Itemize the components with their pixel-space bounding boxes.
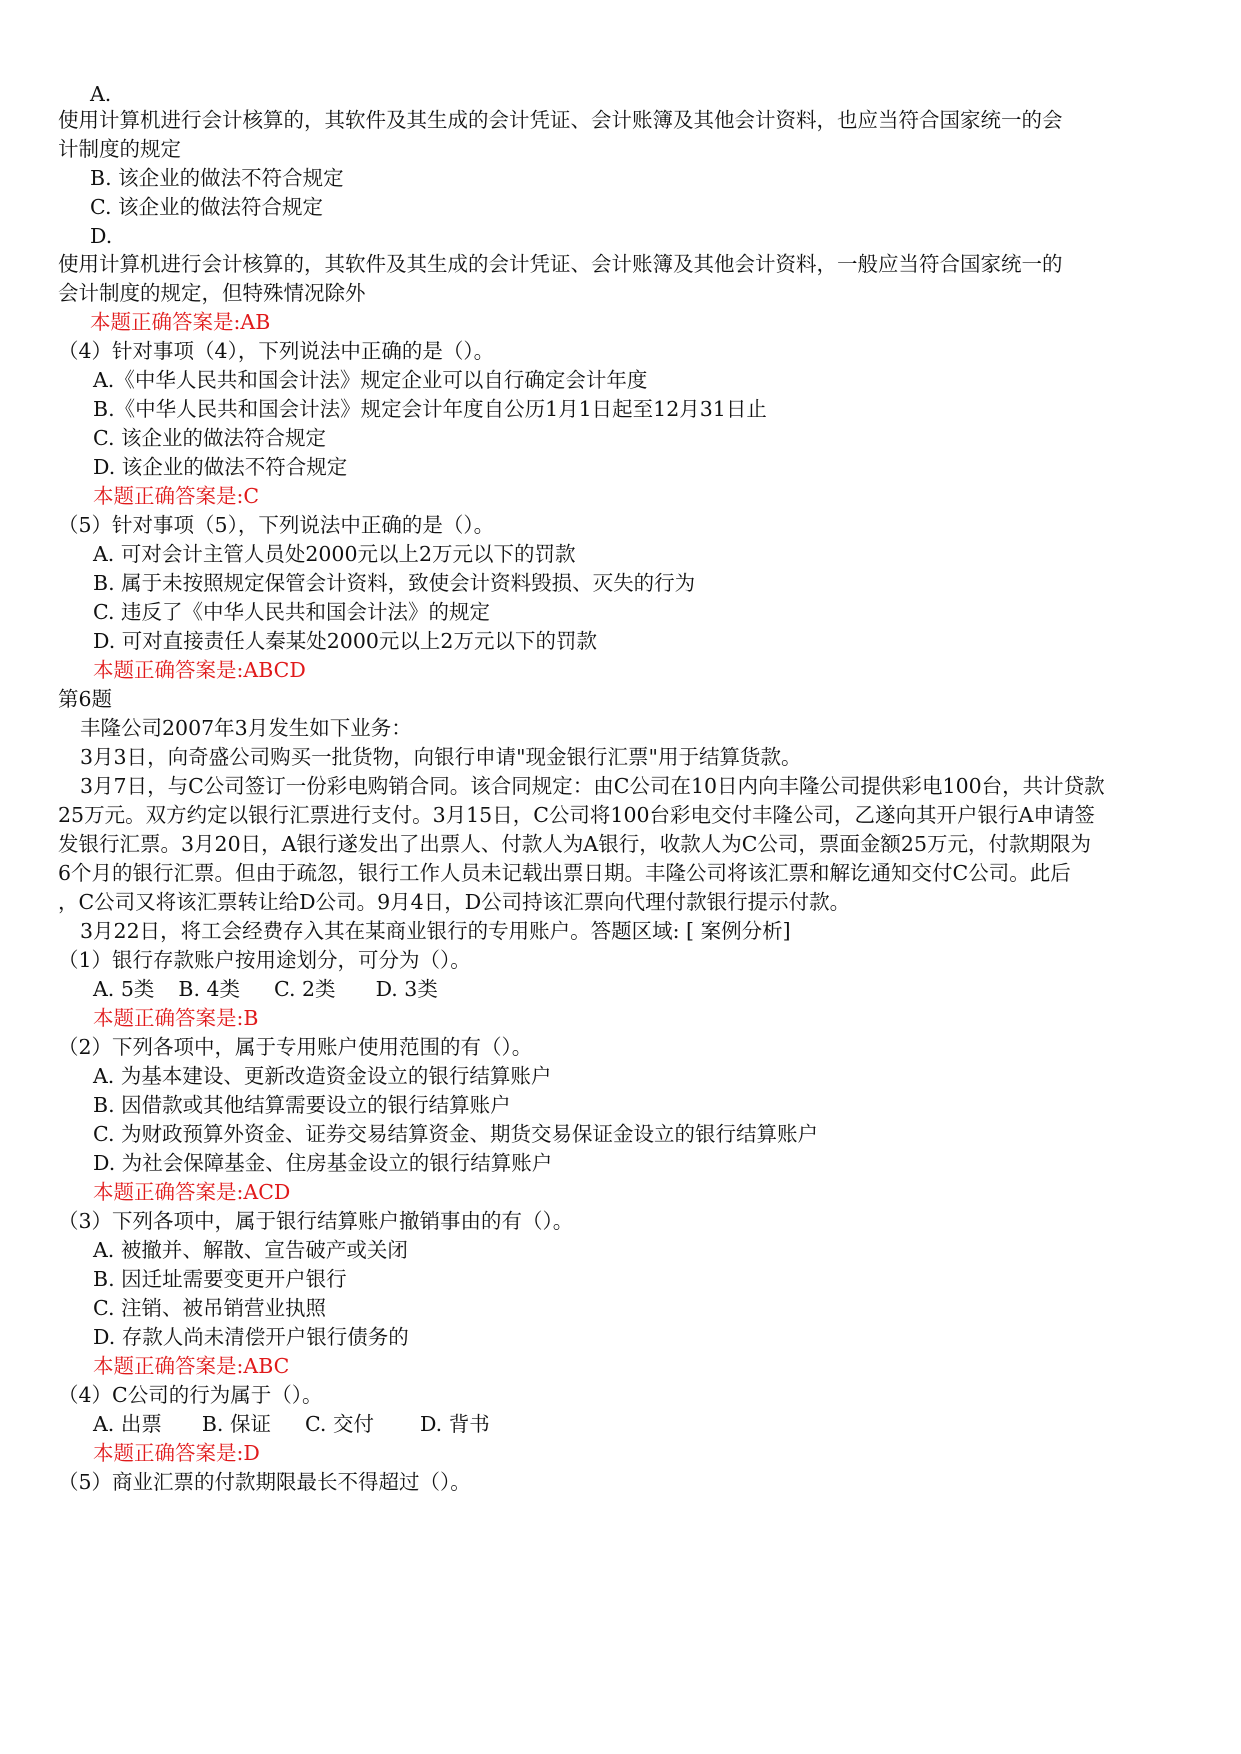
sub-question-5: （5）商业汇票的付款期限最长不得超过（）。 bbox=[58, 1470, 471, 1494]
option-b: B. 该企业的做法不符合规定 bbox=[90, 166, 344, 190]
option-a-label: A. bbox=[90, 82, 112, 106]
item-6-paragraph-2-line5: ，C公司又将该汇票转让给D公司。9月4日，D公司持该汇票向代理付款银行提示付款。 bbox=[58, 890, 851, 914]
q4-option-c: C. 该企业的做法符合规定 bbox=[93, 426, 326, 450]
sub-question-2: （2）下列各项中，属于专用账户使用范围的有（）。 bbox=[58, 1035, 533, 1059]
s3-option-a: A. 被撤并、解散、宣告破产或关闭 bbox=[93, 1238, 408, 1262]
option-c: C. 该企业的做法符合规定 bbox=[90, 195, 323, 219]
q5-option-a: A. 可对会计主管人员处2000元以上2万元以下的罚款 bbox=[93, 542, 576, 566]
q5-correct-answer: 本题正确答案是:ABCD bbox=[93, 658, 306, 682]
item-6-title: 第6题 bbox=[58, 687, 113, 711]
option-a-text-line1: 使用计算机进行会计核算的，其软件及其生成的会计凭证、会计账簿及其他会计资料，也应当符合国家统一的会 bbox=[58, 108, 1063, 132]
s2-option-d: D. 为社会保障基金、住房基金设立的银行结算账户 bbox=[93, 1151, 553, 1175]
s2-option-c: C. 为财政预算外资金、证券交易结算资金、期货交易保证金设立的银行结算账户 bbox=[93, 1122, 818, 1146]
sub-question-4: （4）C公司的行为属于（）。 bbox=[58, 1383, 323, 1407]
s4-options-row bbox=[93, 1410, 490, 1438]
q4-option-b: B.《中华人民共和国会计法》规定会计年度自公历1月1日起至12月31日止 bbox=[93, 397, 767, 421]
s1-option-d: D. 3类 bbox=[375, 977, 438, 1001]
sub-question-3: （3）下列各项中，属于银行结算账户撤销事由的有（）。 bbox=[58, 1209, 574, 1233]
q4-option-d: D. 该企业的做法不符合规定 bbox=[93, 455, 348, 479]
item-6-paragraph-1: 3月3日，向奇盛公司购买一批货物，向银行申请"现金银行汇票"用于结算货款。 bbox=[80, 745, 802, 769]
s3-option-d: D. 存款人尚未清偿开户银行债务的 bbox=[93, 1325, 409, 1349]
item-6-paragraph-3: 3月22日，将工会经费存入其在某商业银行的专用账户。答题区域: [ 案例分析] bbox=[80, 919, 791, 943]
s1-option-a: A. 5类 bbox=[93, 977, 155, 1001]
option-d-label: D. bbox=[90, 224, 113, 248]
item-6-intro: 丰隆公司2007年3月发生如下业务： bbox=[80, 716, 412, 740]
option-d-text-line1: 使用计算机进行会计核算的，其软件及其生成的会计凭证、会计账簿及其他会计资料，一般应当符合国家统一的 bbox=[58, 252, 1063, 276]
sub-question-1: （1）银行存款账户按用途划分，可分为（）。 bbox=[58, 948, 471, 972]
q5-option-d: D. 可对直接责任人秦某处2000元以上2万元以下的罚款 bbox=[93, 629, 597, 653]
s2-correct-answer: 本题正确答案是:ACD bbox=[93, 1180, 291, 1204]
correct-answer: 本题正确答案是:AB bbox=[90, 310, 271, 334]
s1-option-c: C. 2类 bbox=[274, 977, 336, 1001]
s4-option-c: C. 交付 bbox=[304, 1412, 374, 1436]
s3-correct-answer: 本题正确答案是:ABC bbox=[93, 1354, 290, 1378]
s2-option-b: B. 因借款或其他结算需要设立的银行结算账户 bbox=[93, 1093, 511, 1117]
item-6-paragraph-2-line4: 6个月的银行汇票。但由于疏忽，银行工作人员未记载出票日期。丰隆公司将该汇票和解讫通知交付C公司。此后 bbox=[58, 861, 1071, 885]
question-4: （4）针对事项（4），下列说法中正确的是（）。 bbox=[58, 339, 495, 363]
s4-option-a: A. 出票 bbox=[93, 1412, 162, 1436]
q5-option-c: C. 违反了《中华人民共和国会计法》的规定 bbox=[93, 600, 490, 624]
q5-option-b: B. 属于未按照规定保管会计资料，致使会计资料毁损、灭失的行为 bbox=[93, 571, 696, 595]
item-6-paragraph-2-line3: 发银行汇票。3月20日，A银行遂发出了出票人、付款人为A银行，收款人为C公司，票面金额25万元，付款期限为 bbox=[58, 832, 1092, 856]
item-6-paragraph-2-line1: 3月7日，与C公司签订一份彩电购销合同。该合同规定：由C公司在10日内向丰隆公司提供彩电100台，共计贷款 bbox=[80, 774, 1105, 798]
q4-option-a: A.《中华人民共和国会计法》规定企业可以自行确定会计年度 bbox=[93, 368, 648, 392]
option-a-text-line2: 计制度的规定 bbox=[58, 137, 181, 161]
s4-option-b: B. 保证 bbox=[201, 1412, 271, 1436]
option-d-text-line2: 会计制度的规定，但特殊情况除外 bbox=[58, 281, 366, 305]
s1-correct-answer: 本题正确答案是:B bbox=[93, 1006, 259, 1030]
item-6-paragraph-2-line2: 25万元。双方约定以银行汇票进行支付。3月15日，C公司将100台彩电交付丰隆公司，乙遂向其开户银行A申请签 bbox=[58, 803, 1095, 827]
s3-option-c: C. 注销、被吊销营业执照 bbox=[93, 1296, 326, 1320]
s2-option-a: A. 为基本建设、更新改造资金设立的银行结算账户 bbox=[93, 1064, 552, 1088]
s4-option-d: D. 背书 bbox=[419, 1412, 490, 1436]
s3-option-b: B. 因迁址需要变更开户银行 bbox=[93, 1267, 347, 1291]
q4-correct-answer: 本题正确答案是:C bbox=[93, 484, 260, 508]
question-5: （5）针对事项（5），下列说法中正确的是（）。 bbox=[58, 513, 495, 537]
s4-correct-answer: 本题正确答案是:D bbox=[93, 1441, 260, 1465]
s1-options-row bbox=[93, 975, 438, 1003]
s1-option-b: B. 4类 bbox=[178, 977, 241, 1001]
